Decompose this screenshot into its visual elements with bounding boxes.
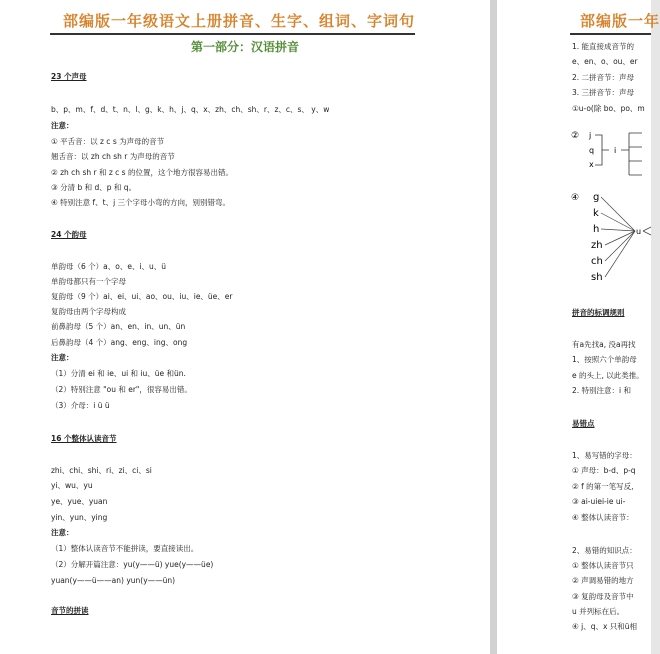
- text-line: ① 声母：b-d、p-q: [572, 466, 636, 475]
- text-line: 2. 二拼音节：声母: [572, 73, 635, 82]
- section-heading: 24 个韵母: [51, 230, 87, 239]
- text-line: （2）分解开篇注意：yu(y——ü) yue(y——üe): [51, 560, 214, 569]
- text-line: 后鼻韵母（4 个）ang、eng、ing、ong: [51, 338, 188, 347]
- text-line: 注意：: [51, 353, 74, 362]
- text-line: 1、按照六个单韵母: [572, 355, 637, 364]
- text-line: yi、wu、yu: [51, 481, 93, 490]
- diagram2-letter-2: x: [589, 160, 594, 169]
- text-line: ③ 分清 b 和 d、p 和 q。: [51, 183, 137, 192]
- text-line: 1. 能直接成音节的: [572, 42, 635, 51]
- text-line: yin、yun、ying: [51, 513, 108, 522]
- text-line: ② 声调易错的地方: [572, 576, 634, 585]
- right-page: [497, 0, 660, 654]
- text-line: 3. 三拼音节：声母: [572, 88, 635, 97]
- text-line: ①u-o(除 bo、po、m: [572, 104, 645, 113]
- text-line: zhi、chi、shi、ri、zi、ci、si: [51, 466, 152, 475]
- text-line: （2）特别注意 "ou 和 er"，很容易出错。: [51, 385, 192, 394]
- right-page-title: 部编版一年: [580, 12, 660, 30]
- diagram4-letter-2: h: [593, 224, 600, 235]
- part-title: 第一部分：汉语拼音: [190, 40, 299, 54]
- diagram4-letter-4: ch: [591, 256, 603, 267]
- section-heading: 拼音的标调规则: [572, 308, 625, 317]
- section-heading: 音节的拼读: [51, 606, 89, 615]
- diagram2-bracket-left: [595, 135, 609, 165]
- text-line: ① 整体认读音节只: [572, 561, 634, 570]
- text-line: （1）整体认读音节不能拼读，要直接读出。: [51, 544, 199, 553]
- text-line: 前鼻韵母（5 个）an、en、in、un、ün: [51, 322, 186, 331]
- text-line: 有a先找a, 没a再找: [572, 340, 636, 349]
- text-line: （3）介母：i ü ü: [51, 401, 110, 410]
- title-underline: [570, 33, 651, 35]
- text-line: 注意：: [51, 528, 74, 537]
- text-line: ② zh ch sh r 和 z c s 的位置，这个地方很容易出错。: [51, 168, 233, 177]
- syllable-diagram-4: [497, 187, 651, 287]
- diagram2-mid-letter: i: [614, 146, 617, 155]
- left-page-title: 部编版一年级语文上册拼音、生字、组词、字词句: [63, 12, 416, 30]
- page-gap: [490, 0, 497, 654]
- text-line: u 并列标在后。: [572, 607, 625, 616]
- text-line: ① 平舌音：以 z c s 为声母的音节: [51, 137, 165, 146]
- diagram4-letter-0: g: [593, 192, 600, 203]
- diagram4-letter-1: k: [593, 208, 599, 219]
- diagram2-letter-0: j: [589, 131, 592, 140]
- section-heading: 易错点: [572, 419, 595, 428]
- text-line: 翘舌音：以 zh ch sh r 为声母的音节: [51, 152, 175, 161]
- text-line: ③ ai-uiei-ie ui-: [572, 497, 626, 506]
- section-heading: 16 个整体认读音节: [51, 434, 117, 443]
- text-line: ye、yue、yuan: [51, 497, 108, 506]
- text-line: yuan(y——ü——an) yun(y——ün): [51, 576, 176, 585]
- text-line: 2、易错的知识点：: [572, 546, 637, 555]
- text-line: 1、易写错的字母：: [572, 451, 637, 460]
- text-line: ④ j、q、x 只和ü相: [572, 622, 638, 631]
- text-line: 注意：: [51, 121, 74, 130]
- diagram2-marker: ②: [571, 131, 580, 141]
- text-line: e、en、o、ou、er: [572, 57, 638, 66]
- text-line: 单韵母都只有一个字母: [51, 277, 126, 286]
- section-heading: 23 个声母: [51, 72, 87, 81]
- diagram4-marker: ④: [571, 193, 580, 203]
- text-line: ④ 整体认读音节：: [572, 513, 634, 522]
- text-line: 2. 特别注意：i 和: [572, 386, 632, 395]
- syllable-diagram-2: [497, 125, 651, 185]
- text-line: 复韵母由两个字母构成: [51, 307, 126, 316]
- text-line: e 的头上, 以此类推。: [572, 371, 644, 380]
- title-underline: [50, 33, 415, 35]
- diagram4-letter-5: sh: [591, 272, 603, 283]
- text-line: ③ 复韵母及音节中: [572, 592, 634, 601]
- diagram2-bracket-right: [621, 133, 642, 175]
- text-line: 复韵母（9 个）ai、ei、ui、ao、ou、iu、ie、üe、er: [51, 292, 233, 301]
- diagram4-letter-3: zh: [591, 240, 603, 251]
- text-line: ④ 特别注意 f、t、j 三个字母小弯的方向，别别错弯。: [51, 198, 231, 207]
- text-line: （1）分清 ei 和 ie、ui 和 iu、üe 和ün.: [51, 369, 186, 378]
- text-line: 单韵母（6 个）a、o、e、i、u、ü: [51, 262, 167, 271]
- diagram2-letter-1: q: [589, 146, 595, 155]
- text-line: ② f 的第一笔写反,: [572, 482, 634, 491]
- text-line: b、p、m、f、d、t、n、l、g、k、h、j、q、x、zh、ch、sh、r、z、c、s、 y、w: [51, 105, 330, 114]
- diagram4-connectors: [601, 197, 651, 277]
- diagram4-hub-letter: u: [636, 227, 642, 236]
